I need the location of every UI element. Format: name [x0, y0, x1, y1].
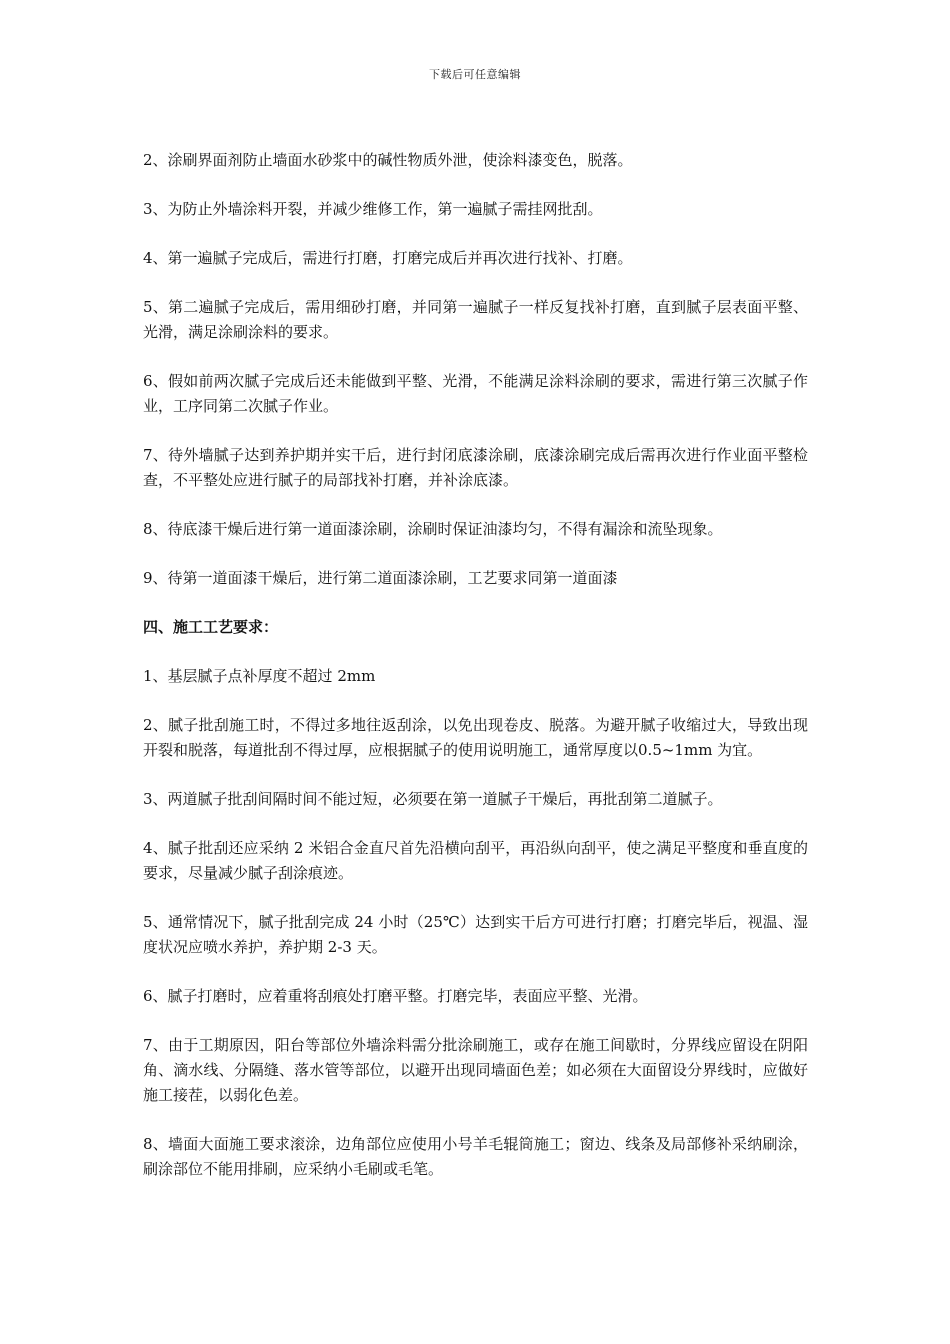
list-item: 3、为防止外墙涂料开裂，并减少维修工作，第一遍腻子需挂网批刮。: [143, 200, 603, 218]
document-body: [143, 148, 808, 1206]
page-header: 下载后可任意编辑: [429, 68, 521, 81]
list-item: 2、涂刷界面剂防止墙面水砂浆中的碱性物质外泄，使涂料漆变色，脱落。: [143, 151, 633, 169]
list-item: 7、待外墙腻子达到养护期并实干后，进行封闭底漆涂刷，底漆涂刷完成后需再次进行作业面平整检查，不平整处应进行腻子的局部找补打磨，并补涂底漆。: [143, 446, 808, 489]
list-item: 7、由于工期原因，阳台等部位外墙涂料需分批涂刷施工，或存在施工间歇时，分界线应留设在阴阳角、滴水线、分隔缝、落水管等部位，以避开出现同墙面色差；如必须在大面留设分界线时，应做好施工接茬，以弱化色差。: [143, 1036, 808, 1104]
section-heading: 四、施工工艺要求：: [143, 618, 279, 636]
list-item: 5、通常情况下，腻子批刮完成 24 小时（25℃）达到实干后方可进行打磨；打磨完毕后，视温、湿度状况应喷水养护，养护期 2-3 天。: [143, 913, 808, 956]
list-item: 8、待底漆干燥后进行第一道面漆涂刷，涂刷时保证油漆均匀，不得有漏涂和流坠现象。: [143, 520, 723, 538]
list-item: 3、两道腻子批刮间隔时间不能过短，必须要在第一道腻子干燥后，再批刮第二道腻子。: [143, 790, 723, 808]
list-item: 8、墙面大面施工要求滚涂，边角部位应使用小号羊毛辊筒施工；窗边、线条及局部修补采纳刷涂，刷涂部位不能用排刷，应采纳小毛刷或毛笔。: [143, 1135, 808, 1178]
list-item: 5、第二遍腻子完成后，需用细砂打磨，并同第一遍腻子一样反复找补打磨，直到腻子层表面平整、光滑，满足涂刷涂料的要求。: [143, 298, 808, 341]
list-item: 2、腻子批刮施工时，不得过多地往返刮涂，以免出现卷皮、脱落。为避开腻子收缩过大，导致出现开裂和脱落，每道批刮不得过厚，应根据腻子的使用说明施工，通常厚度以0.5~1mm 为宜。: [143, 716, 808, 759]
list-item: 1、基层腻子点补厚度不超过 2mm: [143, 667, 376, 685]
list-item: 6、腻子打磨时，应着重将刮痕处打磨平整。打磨完毕，表面应平整、光滑。: [143, 987, 648, 1005]
list-item: 9、待第一道面漆干燥后，进行第二道面漆涂刷，工艺要求同第一道面漆: [143, 569, 618, 587]
list-item: 4、第一遍腻子完成后，需进行打磨，打磨完成后并再次进行找补、打磨。: [143, 249, 633, 267]
list-item: 4、腻子批刮还应采纳 2 米铝合金直尺首先沿横向刮平，再沿纵向刮平，使之满足平整度和垂直度的要求，尽量减少腻子刮涂痕迹。: [143, 839, 808, 882]
list-item: 6、假如前两次腻子完成后还未能做到平整、光滑，不能满足涂料涂刷的要求，需进行第三次腻子作业，工序同第二次腻子作业。: [143, 372, 808, 415]
